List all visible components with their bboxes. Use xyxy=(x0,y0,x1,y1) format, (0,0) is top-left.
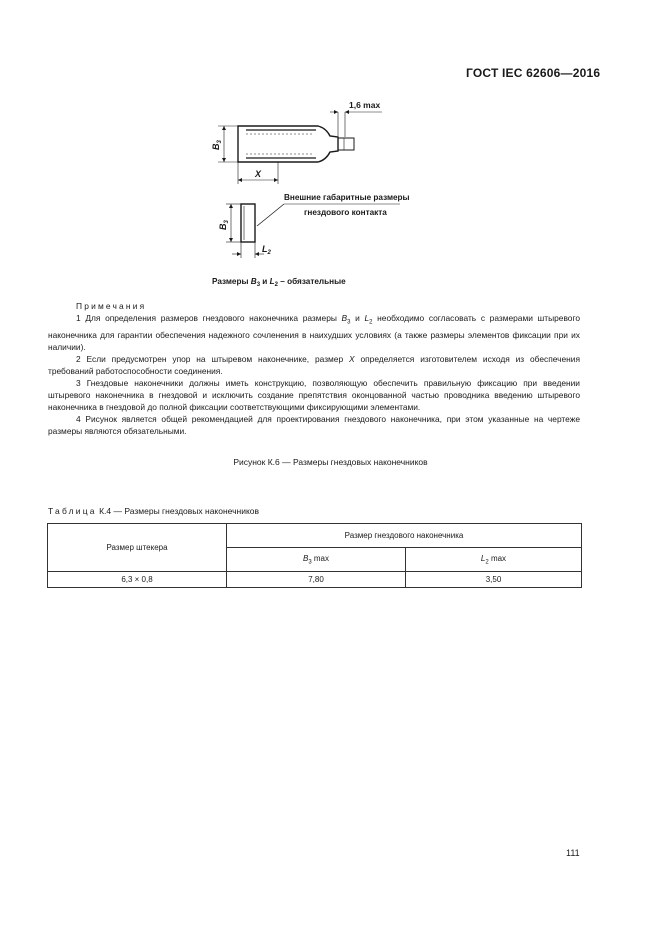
note-3: 3 Гнездовые наконечники должны иметь конструкцию, позволяющую обеспечить правильную фиксацию при введении штыревого наконечника в гнездовой и исключить создание препятствия оконцованной частью проводника введению штыревого наконечника в гнездовой до полной фиксации соответствующими фиксирующими элементами. xyxy=(48,377,580,412)
notes-title: Примечания xyxy=(76,301,147,311)
header-socket-size: Размер гнездового наконечника xyxy=(227,524,582,548)
cell-plug: 6,3 × 0,8 xyxy=(48,572,227,588)
cell-b3: 7,80 xyxy=(227,572,406,588)
table-row xyxy=(48,572,582,588)
dim-l2-label: $L_2$ xyxy=(262,244,271,256)
header-l2-max: $L_2$ max xyxy=(406,548,582,572)
table-title: Таблица К.4 — Размеры гнездовых наконечников xyxy=(48,506,260,516)
notes-block xyxy=(48,300,580,437)
cell-l2: 3,50 xyxy=(406,572,582,588)
figure-inner-caption: Размеры $B_3$ и $L_2$ – обязательные xyxy=(212,277,346,288)
callout-line-1: Внешние габаритные размеры xyxy=(284,193,410,202)
header-b3-max: $B_3$ max xyxy=(227,548,406,572)
socket-contact-body xyxy=(238,126,338,162)
socket-tail xyxy=(338,138,354,150)
note-1: 1 Для определения размеров гнездового наконечника размеры $B_3$ и $L_2$ необходимо согласовать с размерами штыревого наконечника для гарантии обеспечения надежного сочленения в наихудших условиях (а также размеры элементов фиксации при их наличии). xyxy=(48,313,580,352)
dim-1-6-max-label: 1,6 max xyxy=(349,100,381,110)
dim-b3-label-top: $B_3$ xyxy=(211,140,223,150)
dim-b3-label-end: $B_3$ xyxy=(218,220,230,230)
note-2: 2 Если предусмотрен упор на штыревом наконечнике, размер X определяется изготовителем исходя из обеспечения требований работоспособности соединения. xyxy=(48,353,580,376)
note-4: 4 Рисунок является общей рекомендацией для проектирования гнездового наконечника, при этом указанные на чертеже размеры являются обязательными. xyxy=(48,413,580,436)
socket-dimensions-table xyxy=(47,523,582,588)
header-plug-size: Размер штекера xyxy=(48,524,227,572)
page-number: 111 xyxy=(566,848,580,858)
figure-caption: Рисунок К.6 — Размеры гнездовых наконечников xyxy=(233,457,428,467)
socket-dimension-drawing xyxy=(200,96,440,292)
socket-end-view xyxy=(241,204,255,242)
callout-line-2: гнездового контакта xyxy=(304,208,387,217)
dim-x-label: X xyxy=(255,169,262,179)
standard-header: ГОСТ IEC 62606—2016 xyxy=(466,66,601,80)
